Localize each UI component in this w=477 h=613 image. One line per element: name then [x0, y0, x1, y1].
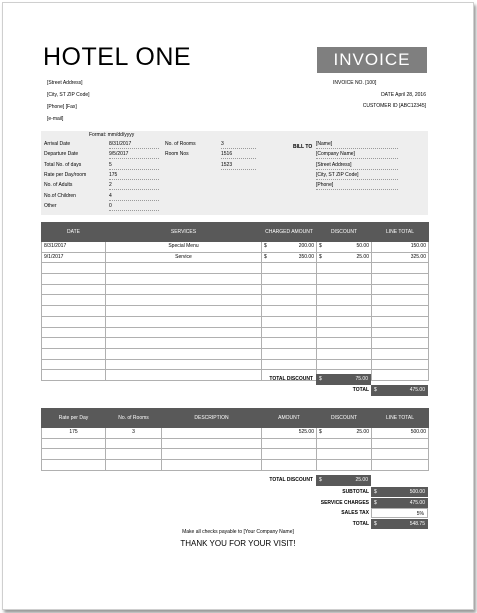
currency-symbol: $: [374, 387, 377, 393]
field-label: No. of Adults: [44, 182, 73, 189]
empty-cell: [42, 263, 106, 274]
empty-cell: [372, 338, 429, 349]
empty-cell: [317, 295, 372, 306]
total-discount-label: TOTAL DISCOUNT: [269, 477, 313, 483]
summary-label: SALES TAX: [341, 510, 369, 516]
rooms-total-discount-row: [223, 475, 428, 486]
field-label: No. of Rooms: [165, 141, 196, 147]
rooms-table: [41, 408, 429, 471]
summary-value: 500.00: [409, 489, 425, 495]
col-date: DATE: [42, 223, 106, 242]
table-row: [42, 295, 429, 306]
table-row: [42, 348, 429, 359]
empty-cell: [317, 438, 372, 449]
summary-value: 475.00: [409, 499, 425, 506]
empty-cell: [42, 460, 106, 471]
field-label: Rate per Day/room: [44, 171, 87, 178]
field-value: 5: [109, 162, 159, 170]
table-row: [42, 428, 429, 439]
col-description: DESCRIPTION: [162, 409, 262, 428]
empty-cell: [262, 348, 317, 359]
table-row: [42, 316, 429, 327]
summary-row: [223, 498, 428, 508]
currency-symbol: $: [264, 243, 267, 250]
empty-cell: [106, 316, 262, 327]
discount-value: 50.00: [356, 243, 369, 250]
charged-value: 350.00: [298, 254, 314, 261]
empty-cell: [317, 449, 372, 460]
cell-discount: [317, 252, 372, 263]
total-discount-value-cell: [316, 374, 371, 385]
customer-id: CUSTOMER ID [ABC12345]: [362, 103, 426, 109]
field-value: 3: [221, 141, 256, 149]
empty-cell: [262, 338, 317, 349]
cell-rate: 175: [42, 428, 106, 439]
empty-cell: [106, 274, 262, 285]
empty-cell: [106, 460, 162, 471]
empty-cell: [106, 306, 262, 317]
summary-value-cell: [371, 487, 428, 497]
empty-cell: [317, 274, 372, 285]
bill-to-line: [City, ST ZIP Code]: [316, 172, 398, 180]
field-label: Room Nos: [165, 151, 189, 158]
empty-cell: [42, 438, 106, 449]
discount-value: 25.00: [356, 429, 369, 436]
field-label: Arrival Date: [44, 141, 71, 147]
empty-cell: [42, 348, 106, 359]
empty-cell: [106, 327, 262, 338]
empty-cell: [262, 263, 317, 274]
field-label: Departure Date: [44, 151, 79, 158]
phone-line: [Phone] [Fax]: [47, 104, 77, 110]
field-value: 8/31/2017: [109, 141, 159, 149]
field-label: Other: [44, 202, 57, 209]
empty-cell: [372, 263, 429, 274]
summary-value: 548.75: [409, 520, 425, 527]
cell-discount: [317, 428, 372, 439]
table-row: [42, 284, 429, 295]
empty-cell: [317, 306, 372, 317]
summary-value-cell: [371, 508, 428, 518]
table-row: [42, 263, 429, 274]
empty-cell: [317, 316, 372, 327]
empty-cell: [317, 460, 372, 471]
empty-cell: [106, 295, 262, 306]
bill-to-line: [Name]: [316, 141, 398, 149]
invoice-number: INVOICE NO. [100]: [333, 80, 377, 86]
cell-description: [162, 428, 262, 439]
services-total-discount-row: [223, 374, 428, 385]
table-row: [42, 449, 429, 460]
total-discount-value-cell: [316, 475, 371, 486]
empty-cell: [372, 327, 429, 338]
empty-cell: [372, 438, 429, 449]
col-discount: DISCOUNT: [317, 223, 372, 242]
summary-label: SERVICE CHARGES: [320, 499, 369, 506]
table-row: [42, 306, 429, 317]
summary-label: TOTAL: [352, 520, 369, 527]
empty-cell: [42, 316, 106, 327]
services-table: [41, 222, 429, 381]
stay-info-panel: [41, 131, 428, 215]
empty-cell: [262, 460, 317, 471]
summary-label: SUBTOTAL: [342, 489, 369, 495]
empty-cell: [317, 338, 372, 349]
thank-you-message: THANK YOU FOR YOUR VISIT!: [180, 539, 296, 548]
cell-service: Service: [106, 252, 262, 263]
total-discount-value: 25.00: [355, 477, 368, 483]
empty-cell: [372, 295, 429, 306]
cell-charged-amount: [262, 242, 317, 253]
empty-cell: [317, 263, 372, 274]
col-services: SERVICES: [106, 223, 262, 242]
col-no-of-rooms: No. of Rooms: [106, 409, 162, 428]
empty-cell: [372, 359, 429, 370]
empty-cell: [372, 348, 429, 359]
table-row: [42, 274, 429, 285]
empty-cell: [162, 460, 262, 471]
empty-cell: [372, 284, 429, 295]
empty-cell: [262, 295, 317, 306]
total-discount-value: 75.00: [355, 376, 368, 382]
empty-cell: [42, 338, 106, 349]
discount-value: 25.00: [356, 254, 369, 261]
col-rate-per-day: Rate per Day: [42, 409, 106, 428]
services-total-row: [223, 385, 428, 396]
cell-line-total: 150.00: [372, 242, 429, 253]
cell-date: 8/31/2017: [42, 242, 106, 253]
field-value: 1523: [221, 162, 256, 170]
bill-to-line: [Phone]: [316, 182, 398, 190]
col-amount: AMOUNT: [262, 409, 317, 428]
table-row: [42, 460, 429, 471]
empty-cell: [42, 274, 106, 285]
currency-symbol: $: [374, 489, 377, 495]
currency-symbol: $: [264, 254, 267, 261]
invoice-page: [2, 2, 474, 610]
field-value: 1516: [221, 151, 256, 159]
bill-to-line: [Street Address]: [316, 162, 398, 170]
invoice-date: DATE April 28, 2016: [381, 92, 426, 98]
table-row: [42, 242, 429, 253]
empty-cell: [262, 449, 317, 460]
empty-cell: [106, 449, 162, 460]
cell-line-total: 325.00: [372, 252, 429, 263]
currency-symbol: $: [319, 243, 322, 250]
summary-row: [223, 487, 428, 497]
cell-line-total: 500.00: [372, 428, 429, 439]
hotel-name: HOTEL ONE: [43, 43, 192, 71]
empty-cell: [42, 295, 106, 306]
col-charged-amount: CHARGED AMOUNT: [262, 223, 317, 242]
bill-to-line: [Company Name]: [316, 151, 398, 159]
empty-cell: [106, 263, 262, 274]
empty-cell: [317, 284, 372, 295]
empty-cell: [106, 284, 262, 295]
street-address: [Street Address]: [47, 80, 83, 86]
empty-cell: [42, 284, 106, 295]
empty-cell: [42, 359, 106, 370]
field-value: 175: [109, 172, 159, 180]
empty-cell: [372, 306, 429, 317]
total-value-cell: [371, 385, 428, 396]
empty-cell: [262, 284, 317, 295]
empty-cell: [262, 359, 317, 370]
empty-cell: [42, 327, 106, 338]
bill-to-label: BILL TO: [293, 144, 313, 150]
table-row: [42, 252, 429, 263]
empty-cell: [317, 327, 372, 338]
total-discount-label: TOTAL DISCOUNT: [269, 376, 313, 382]
cell-amount: 525.00: [262, 428, 317, 439]
empty-cell: [106, 348, 262, 359]
empty-cell: [262, 274, 317, 285]
field-value: 9/5/2017: [109, 151, 159, 159]
empty-cell: [42, 449, 106, 460]
payment-note: Make all checks payable to [Your Company Name]: [182, 529, 294, 535]
empty-cell: [262, 327, 317, 338]
currency-symbol: $: [374, 520, 377, 527]
empty-cell: [106, 359, 262, 370]
cell-date: 9/1/2017: [42, 252, 106, 263]
empty-cell: [262, 306, 317, 317]
empty-cell: [372, 449, 429, 460]
col-line-total: LINE TOTAL: [372, 409, 429, 428]
empty-cell: [106, 438, 162, 449]
charged-value: 200.00: [298, 243, 314, 250]
total-label: TOTAL: [352, 387, 369, 393]
field-label: Total No. of days: [44, 161, 82, 168]
currency-symbol: $: [319, 254, 322, 261]
total-value: 475.00: [409, 387, 425, 393]
cell-rooms: 3: [106, 428, 162, 439]
currency-symbol: $: [319, 429, 322, 436]
email-line: [e-mail]: [47, 116, 64, 122]
table-row: [42, 438, 429, 449]
cell-service: Special Menu: [106, 242, 262, 253]
currency-symbol: $: [319, 376, 322, 382]
field-value: 4: [109, 193, 159, 201]
city-line: [City, ST ZIP Code]: [47, 92, 90, 98]
empty-cell: [42, 306, 106, 317]
table-row: [42, 359, 429, 370]
empty-cell: [106, 338, 262, 349]
currency-symbol: $: [319, 477, 322, 483]
cell-charged-amount: [262, 252, 317, 263]
field-value: 0: [109, 203, 159, 211]
summary-row: [223, 508, 428, 518]
date-format-note: Format: mm/dd/yyyy: [89, 132, 135, 138]
summary-row: [223, 519, 428, 529]
table-row: [42, 327, 429, 338]
empty-cell: [162, 449, 262, 460]
empty-cell: [317, 348, 372, 359]
empty-cell: [372, 274, 429, 285]
empty-cell: [42, 370, 106, 381]
summary-value: 5%: [416, 511, 424, 517]
col-discount: DISCOUNT: [317, 409, 372, 428]
cell-discount: [317, 242, 372, 253]
field-value: 2: [109, 182, 159, 190]
summary-value-cell: [371, 498, 428, 508]
empty-cell: [262, 316, 317, 327]
summary-value-cell: [371, 519, 428, 529]
empty-cell: [162, 438, 262, 449]
empty-cell: [262, 438, 317, 449]
field-label: No.of Children: [44, 192, 76, 199]
currency-symbol: $: [374, 499, 377, 506]
col-line-total: LINE TOTAL: [372, 223, 429, 242]
table-row: [42, 338, 429, 349]
empty-cell: [372, 460, 429, 471]
empty-cell: [317, 359, 372, 370]
empty-cell: [372, 316, 429, 327]
invoice-title: INVOICE: [317, 47, 427, 73]
